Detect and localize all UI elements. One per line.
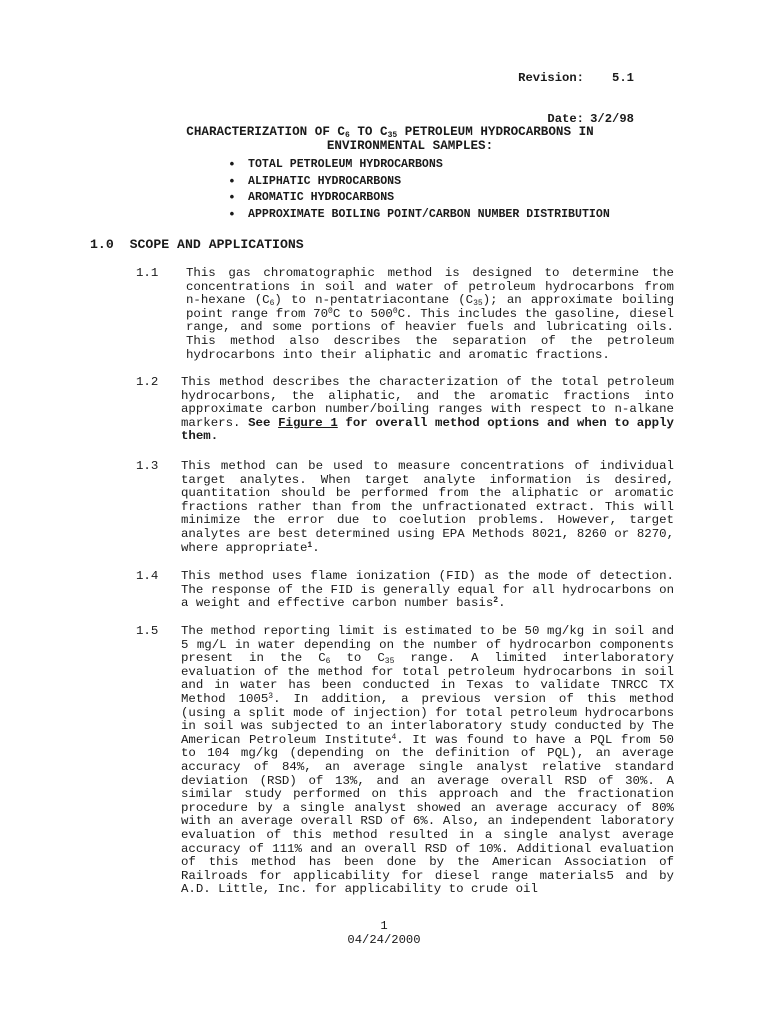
paragraph-text: The method reporting limit is estimated to be 50 mg/kg in soil and 5 mg/L in water depending on the number of hydrocarbon components present in the C [181, 624, 674, 666]
paragraph-number: 1.3 [136, 459, 159, 473]
title-text: CHARACTERIZATION OF C [186, 125, 345, 139]
title-text: PETROLEUM HYDROCARBONS IN [397, 125, 594, 139]
paragraph-text: This gas chromatographic method is designed to determine the concentrations in soil and water of petroleum hydrocarbons from n-hexane (C [186, 266, 674, 308]
paragraph-text: to C [330, 651, 385, 666]
bullet-icon: • [228, 173, 236, 189]
subscript: 6 [345, 131, 350, 140]
section-title: SCOPE AND APPLICATIONS [129, 237, 304, 252]
subscript: 35 [384, 657, 395, 667]
paragraph-1-1 [186, 267, 674, 362]
paragraph-number: 1.5 [136, 624, 159, 638]
paragraph-1-4 [181, 570, 674, 611]
paragraph-text: ); an approximate boiling point range from 70 [186, 293, 675, 321]
list-item [228, 208, 610, 225]
paragraph-text: C. This includes the gasoline, diesel range, and some portions of heavier fuels and lubricating oils. This method also describes the separation of the petroleum hydrocarbons into their aliphatic and aromatic fractions. [186, 306, 674, 362]
paragraph-number: 1.4 [136, 569, 159, 583]
figure-1-link[interactable]: Figure 1 [278, 415, 338, 430]
paragraph-text: . [498, 596, 506, 611]
list-item [228, 191, 610, 208]
paragraph-1-2 [181, 376, 674, 444]
title-line-2: ENVIRONMENTAL SAMPLES: [326, 139, 494, 153]
bullet-icon: • [228, 190, 236, 205]
paragraph-text: . [312, 540, 320, 555]
paragraph-text: ) to n-pentatriacontane (C [274, 293, 474, 308]
document-title [150, 125, 670, 153]
bullet-icon: • [228, 206, 236, 222]
list-item-text: APPROXIMATE BOILING POINT/CARBON NUMBER DISTRIBUTION [248, 207, 610, 221]
paragraph-text: . In addition, a previous version of this method (using a split mode of injection) for total petroleum hydrocarbons in soil was subjected to an interlaboratory study conducted by The American Petroleum Institute [181, 691, 674, 747]
paragraph-text: This method uses flame ionization (FID) as the mode of detection. The response of the FID is generally equal for all hydrocarbons on a weight and effective carbon number basis [181, 569, 674, 611]
list-item [228, 158, 610, 175]
paragraph-number: 1.2 [136, 375, 159, 389]
superscript: 3 [268, 691, 274, 701]
title-line-1 [130, 125, 650, 139]
bullet-icon: • [228, 157, 236, 172]
revision-value: 5.1 [612, 71, 634, 86]
superscript: 2 [493, 596, 499, 606]
superscript: 0 [328, 306, 333, 316]
subscript: 6 [325, 657, 331, 667]
superscript: 4 [391, 732, 397, 742]
list-item [228, 175, 610, 192]
paragraph-1-5 [181, 625, 674, 897]
revision-label: Revision: [518, 71, 584, 86]
paragraph-text: C to 500 [332, 306, 393, 321]
section-number: 1.0 [90, 237, 114, 252]
page-number: 1 [380, 919, 388, 933]
bullet-list [228, 158, 610, 224]
paragraph-bold-text: for overall method options and when to apply them. [181, 415, 674, 444]
list-item-text: TOTAL PETROLEUM HYDROCARBONS [248, 158, 443, 171]
date-label: Date: [547, 112, 584, 127]
title-text: TO C [349, 125, 388, 139]
list-item-text: ALIPHATIC HYDROCARBONS [248, 174, 402, 188]
subscript: 35 [387, 131, 398, 140]
paragraph-number: 1.1 [136, 266, 159, 280]
list-item-text: AROMATIC HYDROCARBONS [248, 191, 395, 204]
paragraph-text: This method can be used to measure concentrations of individual target analytes. When target analyte information is desired, quantitation should be performed from the aliphatic or aromatic fractions rather than from the unfractionated extract. This will minimize the error due to coelution problems. However, target analytes are best determined using EPA Methods 8021, 8260 or 8270, where appropriate [181, 459, 674, 555]
paragraph-bold-text: See [248, 415, 279, 430]
date-value: 3/2/98 [590, 112, 634, 127]
paragraph-text: range. A limited interlaboratory evaluation of the method for total petroleum hydrocarbons in soil and in water has been conducted in Texas to validate TNRCC TX Method 1005 [181, 651, 674, 706]
subscript: 35 [473, 299, 483, 309]
superscript: 0 [392, 306, 398, 316]
paragraph-text: This method describes the characterization of the total petroleum hydrocarbons, the aliphatic, and the aromatic fractions into approximate carbon number/boiling ranges with respect to n-alkane markers. [181, 375, 674, 430]
paragraph-text: . It was found to have a PQL from 50 to 104 mg/kg (depending on the definition of PQL), an average accuracy of 84%, an average single analyst relative standard deviation (RSD) of 13%, and an average overall RSD of 30%. A similar study performed on this approach and the fractionation procedure by a single analyst showed an average accuracy of 80% with an average overall RSD of 6%. Also, an independent laboratory evaluation of this method resulted in a single analyst average accuracy of 111% and an overall RSD of 10%. Additional evaluation of this method has been done by the American Association of Railroads for applicability for diesel range materials5 and by A.D. Little, Inc. for applicability to crude oil [181, 732, 674, 897]
page-footer [0, 920, 768, 947]
footer-date: 04/24/2000 [347, 932, 421, 947]
subscript: 6 [269, 299, 275, 309]
superscript: 1 [307, 540, 313, 550]
paragraph-1-3 [181, 460, 674, 555]
section-heading [90, 238, 304, 252]
